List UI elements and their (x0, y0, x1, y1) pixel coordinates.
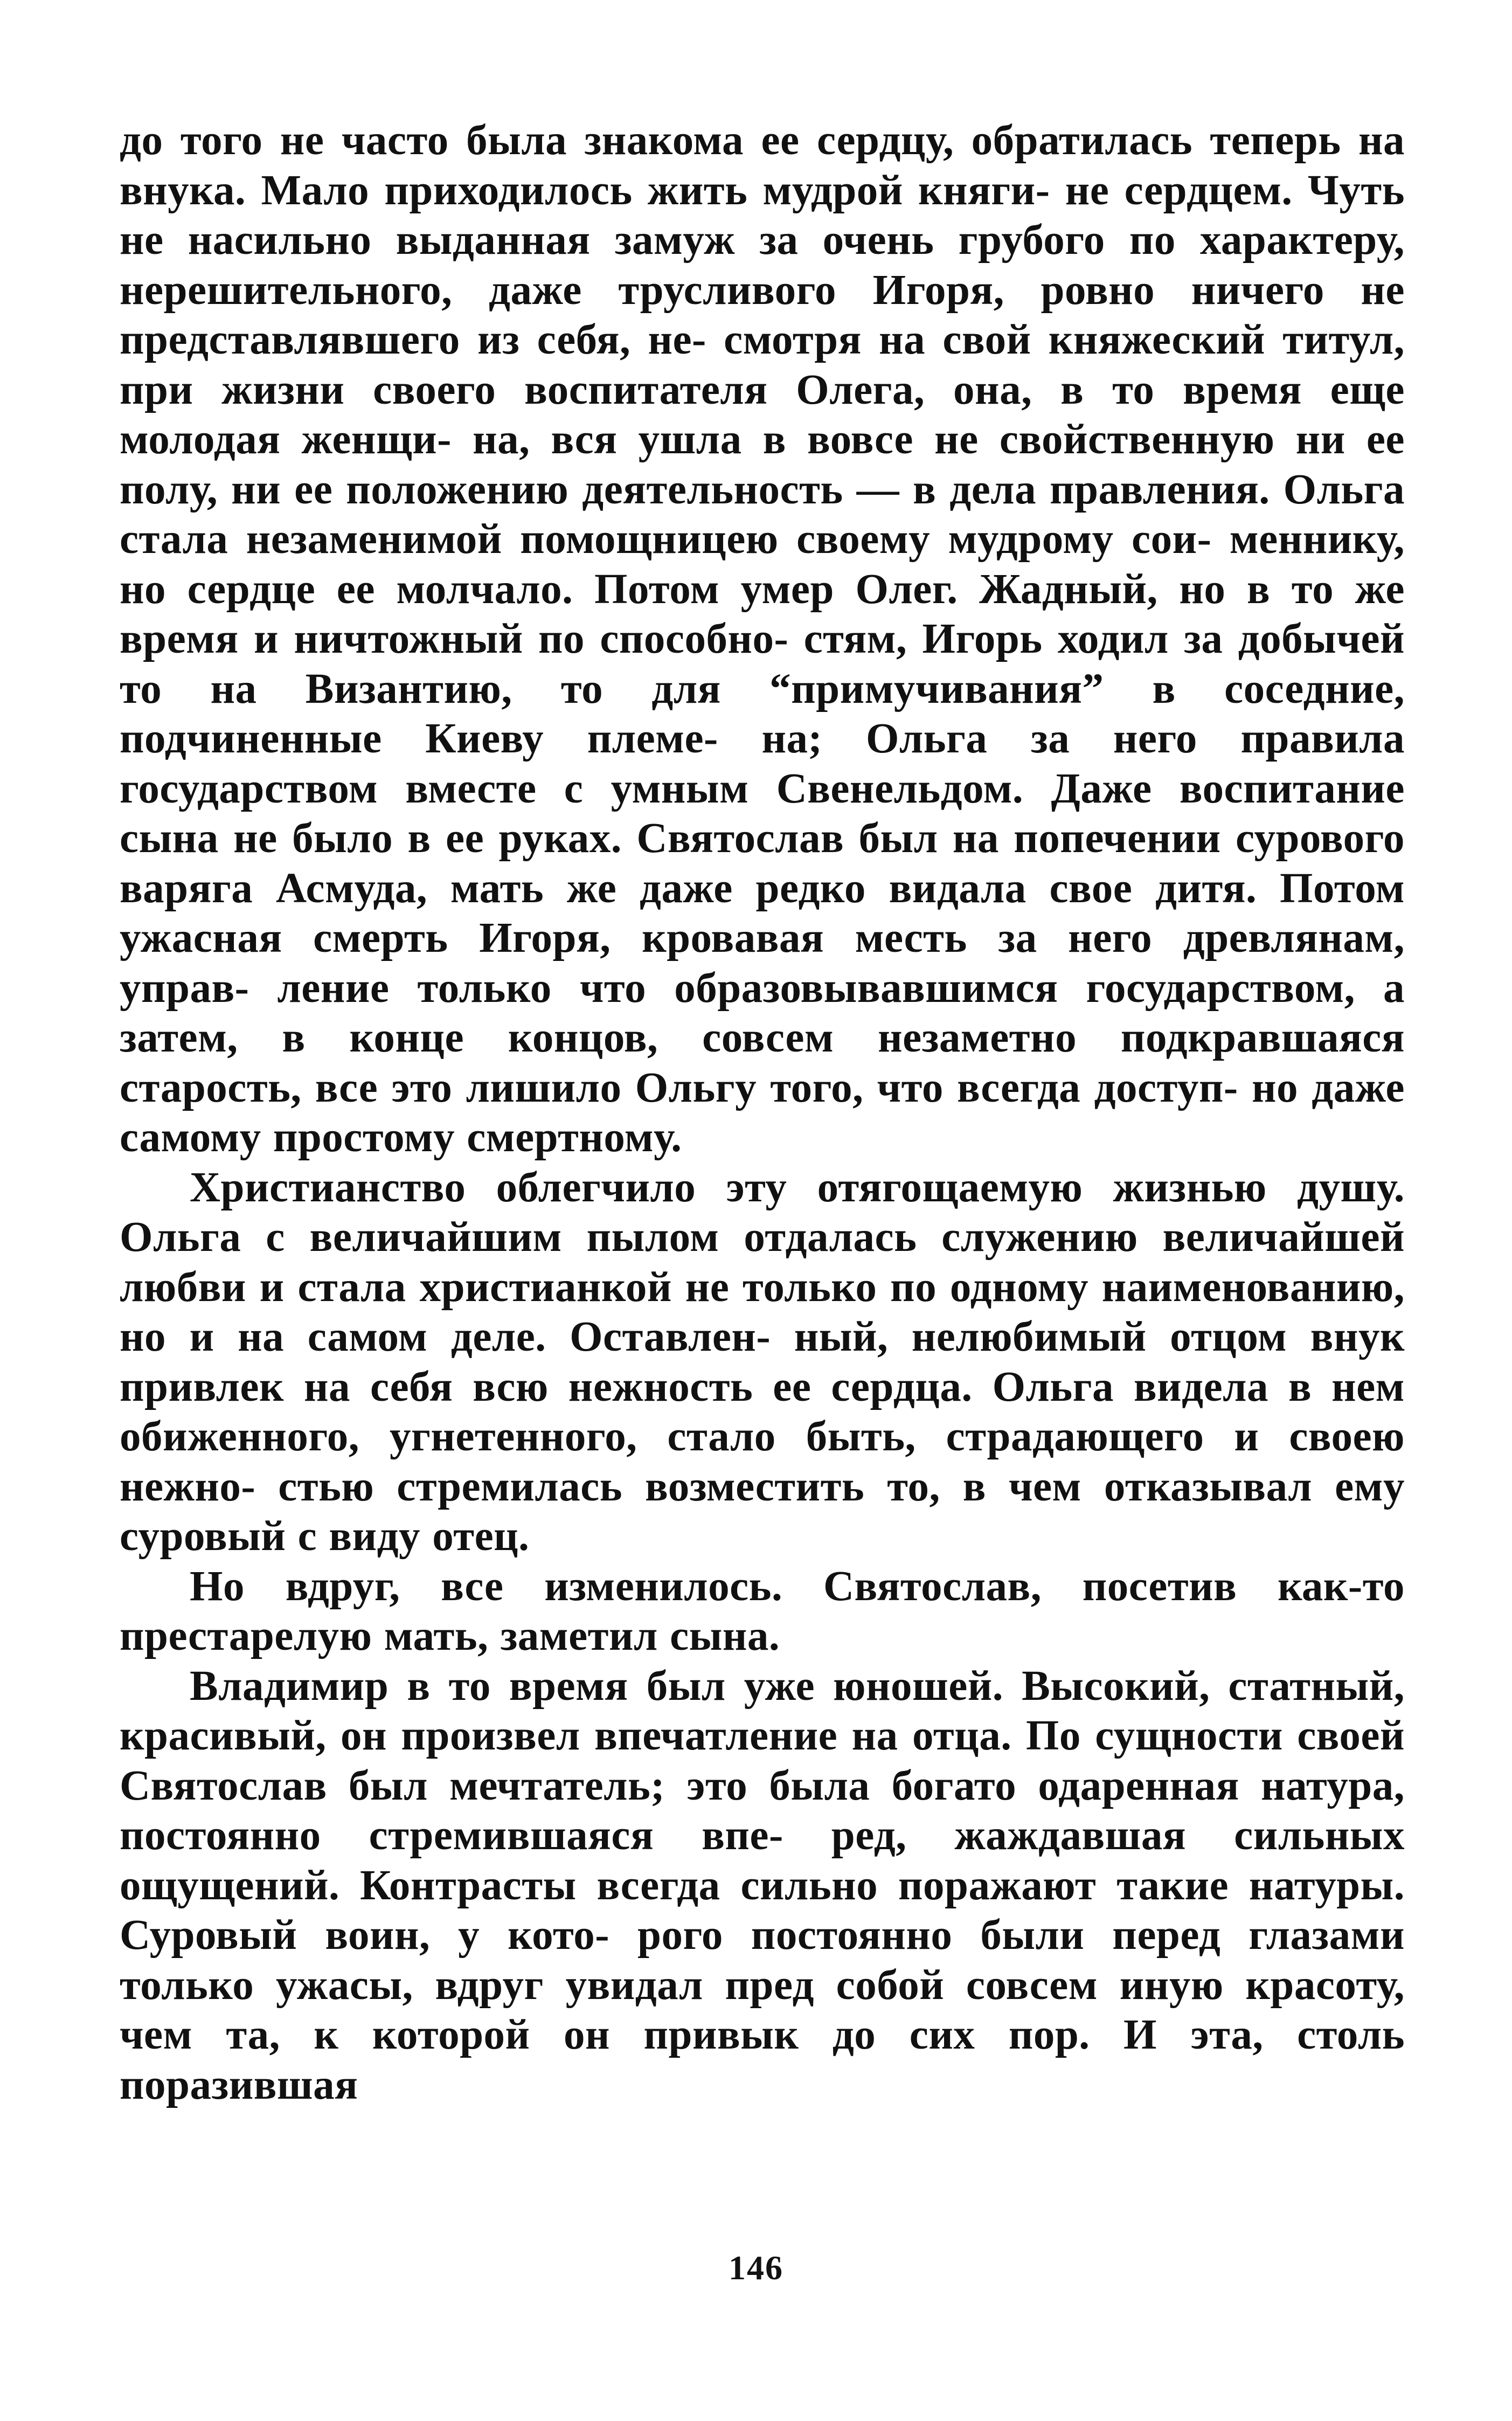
body-text (120, 116, 1405, 2110)
paragraph-vladimir: Владимир в то время был уже юношей. Высокий, статный, красивый, он произвел впечатление на отца. По сущности своей Святослав был мечтатель; это была богато одаренная натура, постоянно стремившаяся впе- ред, жаждавшая сильных ощущений. Контрасты всегда сильно поражают такие натуры. Суровый воин, у кото- рого постоянно были перед глазами только ужасы, вдруг увидал пред собой совсем иную красоту, чем та, к которой он привык до сих пор. И эта, столь поразившая (120, 1662, 1405, 2108)
paragraph-change: Но вдруг, все изменилось. Святослав, посетив как-то престарелую мать, заметил сына. (120, 1562, 1405, 1659)
paragraph-christianity: Христианство облегчило эту отягощаемую жизнью душу. Ольга с величайшим пылом отдалась служению величайшей любви и стала христианкой не только по одному наименованию, но и на самом деле. Оставлен- ный, нелюбимый отцом внук привлек на себя всю нежность ее сердца. Ольга видела в нем обиженного, угнетенного, стало быть, страдающего и своею нежно- стью стремилась возместить то, в чем отказывал ему суровый с виду отец. (120, 1164, 1405, 1560)
page-number: 146 (729, 2249, 783, 2287)
paragraph-continuation: до того не часто была знакома ее сердцу, обратилась теперь на внука. Мало приходилось жить мудрой княги- не сердцем. Чуть не насильно выданная замуж за очень грубого по характеру, нерешительного, даже трусливого Игоря, ровно ничего не представлявшего из себя, не- смотря на свой княжеский титул, при жизни своего воспитателя Олега, она, в то время еще молодая женщи- на, вся ушла в вовсе не свойственную ни ее полу, ни ее положению деятельность — в дела правления. Ольга стала незаменимой помощницею своему мудрому сои- меннику, но сердце ее молчало. Потом умер Олег. Жадный, но в то же время и ничтожный по способно- стям, Игорь ходил за добычей то на Византию, то для “примучивания” в соседние, подчиненные Киеву племе- на; Ольга за него правила государством вместе с умным Свенельдом. Даже воспитание сына не было в ее руках. Святослав был на попечении сурового варяга Асмуда, мать же даже редко видала свое дитя. Потом ужасная смерть Игоря, кровавая месть за него древлянам, управ- ление только что образовывавшимся государством, а затем, в конце концов, совсем незаметно подкравшаяся старость, все это лишило Ольгу того, что всегда доступ- но даже самому простому смертному. (120, 117, 1405, 1161)
